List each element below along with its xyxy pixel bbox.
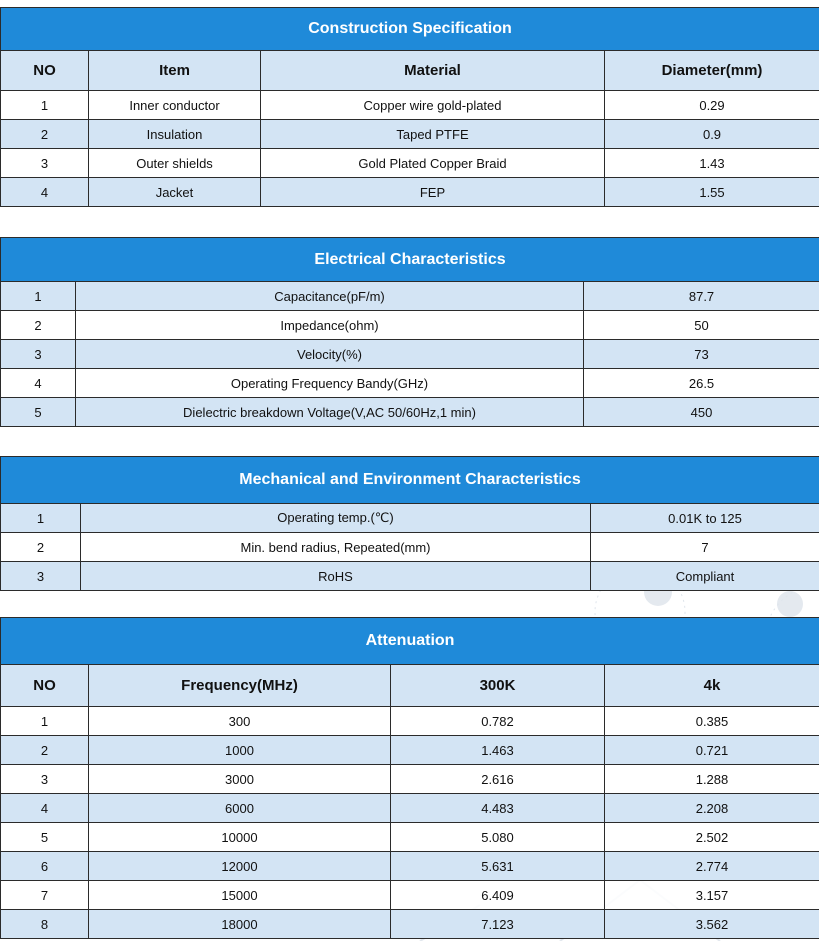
attenuation-table: [0, 617, 819, 939]
row-4k: 3.562: [605, 910, 819, 939]
row-no: 5: [1, 823, 89, 852]
row-no: 2: [1, 533, 81, 562]
table-row: [1, 91, 819, 120]
row-parameter: Capacitance(pF/m): [76, 282, 584, 311]
row-value: 26.5: [584, 369, 819, 398]
row-no: 2: [1, 120, 89, 149]
col-item-header: Item: [89, 51, 261, 91]
row-no: 3: [1, 149, 89, 178]
table-row: [1, 178, 819, 207]
row-no: 1: [1, 282, 76, 311]
row-item: Outer shields: [89, 149, 261, 178]
table-row: [1, 369, 819, 398]
row-no: 1: [1, 707, 89, 736]
row-no: 8: [1, 910, 89, 939]
row-300k: 0.782: [391, 707, 605, 736]
row-material: Copper wire gold-plated: [261, 91, 605, 120]
row-material: Gold Plated Copper Braid: [261, 149, 605, 178]
row-4k: 0.721: [605, 736, 819, 765]
table-row: [1, 504, 819, 533]
col-300k-header: 300K: [391, 665, 605, 707]
row-parameter: Operating temp.(℃): [81, 504, 591, 533]
row-parameter: Impedance(ohm): [76, 311, 584, 340]
construction-header-row: [1, 51, 819, 91]
row-no: 4: [1, 178, 89, 207]
row-4k: 0.385: [605, 707, 819, 736]
row-no: 4: [1, 794, 89, 823]
row-item: Inner conductor: [89, 91, 261, 120]
row-frequency: 18000: [89, 910, 391, 939]
row-4k: 2.208: [605, 794, 819, 823]
row-no: 2: [1, 736, 89, 765]
table-row: [1, 823, 819, 852]
row-300k: 2.616: [391, 765, 605, 794]
table-row: [1, 794, 819, 823]
mechanical-environment-table: [0, 456, 819, 591]
table-row: [1, 707, 819, 736]
row-value: Compliant: [591, 562, 819, 591]
row-value: 450: [584, 398, 819, 427]
col-no-header: NO: [1, 665, 89, 707]
row-no: 1: [1, 91, 89, 120]
table-row: [1, 881, 819, 910]
row-value: 0.01K to 125: [591, 504, 819, 533]
row-no: 3: [1, 562, 81, 591]
row-item: Insulation: [89, 120, 261, 149]
electrical-characteristics-table: [0, 237, 819, 427]
table-row: [1, 765, 819, 794]
table-row: [1, 340, 819, 369]
row-no: 1: [1, 504, 81, 533]
row-material: Taped PTFE: [261, 120, 605, 149]
row-parameter: Dielectric breakdown Voltage(V,AC 50/60Hz,1 min): [76, 398, 584, 427]
mechanical-title: Mechanical and Environment Characteristics: [1, 457, 819, 504]
table-row: [1, 736, 819, 765]
row-300k: 5.080: [391, 823, 605, 852]
table-row: [1, 398, 819, 427]
attenuation-header-row: [1, 665, 819, 707]
table-row: [1, 120, 819, 149]
row-parameter: Min. bend radius, Repeated(mm): [81, 533, 591, 562]
row-no: 7: [1, 881, 89, 910]
table-row: [1, 282, 819, 311]
construction-title: Construction Specification: [1, 8, 819, 51]
row-diameter: 1.43: [605, 149, 819, 178]
table-row: [1, 533, 819, 562]
row-value: 50: [584, 311, 819, 340]
row-value: 87.7: [584, 282, 819, 311]
table-row: [1, 149, 819, 178]
row-value: 7: [591, 533, 819, 562]
row-4k: 2.502: [605, 823, 819, 852]
row-300k: 7.123: [391, 910, 605, 939]
row-300k: 1.463: [391, 736, 605, 765]
row-no: 4: [1, 369, 76, 398]
row-4k: 3.157: [605, 881, 819, 910]
col-4k-header: 4k: [605, 665, 819, 707]
col-frequency-header: Frequency(MHz): [89, 665, 391, 707]
row-parameter: RoHS: [81, 562, 591, 591]
row-frequency: 6000: [89, 794, 391, 823]
row-no: 5: [1, 398, 76, 427]
col-material-header: Material: [261, 51, 605, 91]
row-diameter: 0.29: [605, 91, 819, 120]
table-row: [1, 311, 819, 340]
row-item: Jacket: [89, 178, 261, 207]
table-row: [1, 852, 819, 881]
row-4k: 1.288: [605, 765, 819, 794]
col-diameter-header: Diameter(mm): [605, 51, 819, 91]
row-frequency: 1000: [89, 736, 391, 765]
col-no-header: NO: [1, 51, 89, 91]
row-frequency: 15000: [89, 881, 391, 910]
row-4k: 2.774: [605, 852, 819, 881]
row-frequency: 3000: [89, 765, 391, 794]
row-no: 3: [1, 765, 89, 794]
row-material: FEP: [261, 178, 605, 207]
row-no: 6: [1, 852, 89, 881]
row-frequency: 12000: [89, 852, 391, 881]
table-row: [1, 910, 819, 939]
construction-spec-table: [0, 7, 819, 207]
row-300k: 6.409: [391, 881, 605, 910]
row-parameter: Operating Frequency Bandy(GHz): [76, 369, 584, 398]
attenuation-title: Attenuation: [1, 618, 819, 665]
row-frequency: 10000: [89, 823, 391, 852]
row-diameter: 1.55: [605, 178, 819, 207]
table-row: [1, 562, 819, 591]
row-no: 2: [1, 311, 76, 340]
row-300k: 4.483: [391, 794, 605, 823]
row-diameter: 0.9: [605, 120, 819, 149]
electrical-title: Electrical Characteristics: [1, 238, 819, 282]
row-frequency: 300: [89, 707, 391, 736]
row-value: 73: [584, 340, 819, 369]
row-no: 3: [1, 340, 76, 369]
row-parameter: Velocity(%): [76, 340, 584, 369]
row-300k: 5.631: [391, 852, 605, 881]
decor-circle: [777, 591, 803, 617]
